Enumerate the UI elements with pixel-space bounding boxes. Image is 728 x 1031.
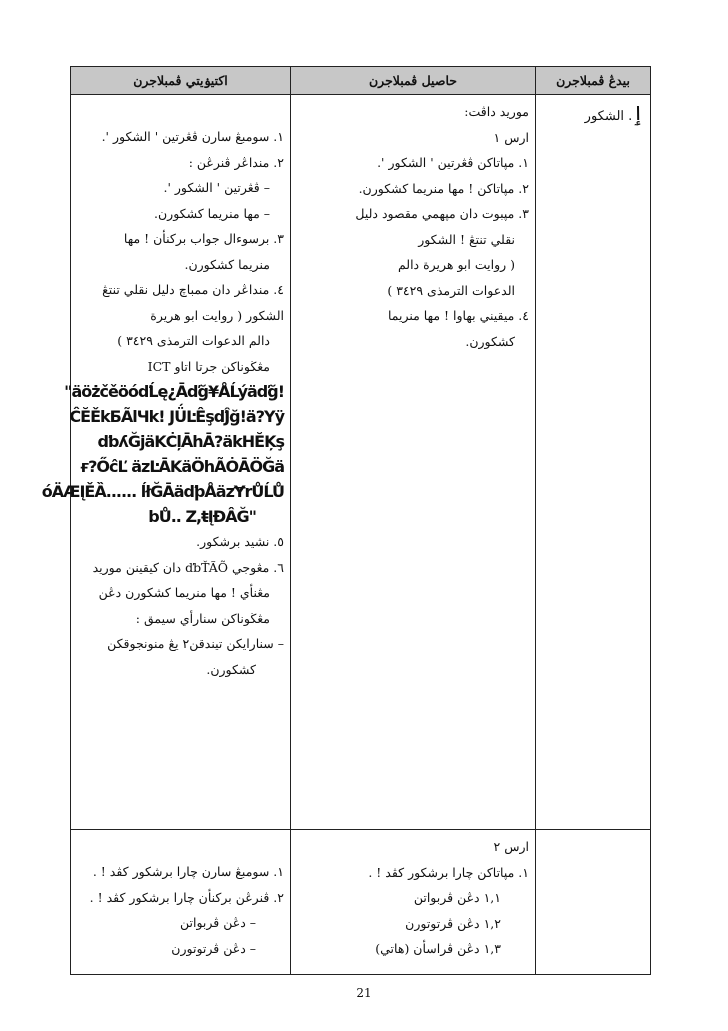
table-row <box>71 830 651 975</box>
outcome-item: ٤. ميقيني بهاوا ! مها منريما <box>387 308 529 323</box>
page-number: 21 <box>356 986 372 1000</box>
garbled-text-line: !äöżčěöóďĹę¿Āďğ¥ÅĹýäďğ" <box>64 382 284 401</box>
activity-item: ٤. منداڠر دان ممباچ دليل نقلي تنتڠ <box>102 282 284 297</box>
activity-item-cont: دالم الدعوات الترمذى ٣٤٢٩ ) <box>117 333 270 348</box>
activity-subitem: – دڠن ڤربواتن <box>179 915 256 930</box>
activity-cell <box>41 95 291 830</box>
outcome-cell <box>291 830 536 975</box>
header-topic: بيدڠ ڤمبلاجرن <box>536 67 651 95</box>
topic-cell-empty <box>536 830 651 975</box>
outcome-item: ٢. مڽاتاکن ! مها منريما کشکورن. <box>358 180 529 196</box>
activity-item: ١. سومبڠ سارن ڤڠرتين ' الشکور '. <box>101 129 284 144</box>
activity-item: ٣. برسوءال جواب برکنأن ! مها <box>123 231 284 246</box>
activity-subitem: – مها منريما کشکورن. <box>154 205 270 221</box>
garbled-text-line: óÄÆĮĚȀ...... ĺłĞĀäďþÅäzɎrŮĹŮ <box>41 482 284 501</box>
garbled-text-line: ďbʎĞjäKĊļĀhĀ?äkHĔĶş <box>97 432 284 451</box>
topic-marker: ٳ <box>632 101 644 125</box>
lesson-plan-table <box>41 66 651 975</box>
outcome-subitem: ١,٢ دڠن ڤرتوتورن <box>405 915 501 931</box>
activity-item: ٥. نشيد برشکور. <box>196 534 284 549</box>
outcome-subitem: ١,١ دڠن ڤربواتن <box>413 890 501 905</box>
outcome-item: ٣. مپبوت دان مپهمي مقصود دليل <box>355 206 529 221</box>
outcome-subitem: ١,٣ دڠن ڤراسأن (هاتي) <box>375 941 501 956</box>
garbled-text-line: ғ?ŐĉĽ äzĿĀKäÖhÃȮĀÖĞä <box>80 457 284 476</box>
activity-item-cont: الشکور ( روايت ابو هريرة <box>150 307 284 323</box>
header-learning-outcome: حاصيل ڤمبلاجرن <box>291 67 536 95</box>
activity-item: ٦. مڠوجي ďbŤÃÕ دان کيقينن موريد <box>92 559 284 575</box>
activity-subitem: – ڤڠرتين ' الشکور '. <box>163 180 270 195</box>
garbled-text-line: ĈĔĚkБÃlЧk! JǗĿÊşďĴğ!ä?Yÿ <box>69 407 284 426</box>
topic-label: . الشکور <box>584 109 633 124</box>
activity-item-cont: منريما کشکورن. <box>184 256 270 272</box>
table-header-row <box>71 67 651 95</box>
table-row <box>71 95 651 830</box>
activity-cell <box>71 830 291 975</box>
activity-item: ١. سومبڠ سارن چارا برشکور کڤد ! . <box>92 864 284 879</box>
activity-item-cont: کشکورن. <box>206 661 256 677</box>
outcome-level: ارس ٢ <box>493 839 529 854</box>
header-activities: اکتيۏيتي ڤمبلاجرن <box>71 67 291 95</box>
topic-cell <box>536 95 651 830</box>
activity-item-cont: مڠنأي ! مها منريما کشکورن دڠن <box>98 585 270 600</box>
outcome-level: ارس ١ <box>493 129 529 145</box>
garbled-text-line: "bŮ.. Z,ŧĮĐÂĞ <box>148 507 256 526</box>
outcome-item-cont: ( روايت ابو هريرة دالم <box>397 257 515 272</box>
outcome-cell <box>291 95 536 830</box>
outcome-item: ١. مڽاتاکن ڤڠرتين ' الشکور '. <box>377 155 529 170</box>
outcome-item-cont: الدعوات الترمذى ٣٤٢٩ ) <box>387 282 515 298</box>
outcome-item-cont: کشکورن. <box>465 333 515 349</box>
outcome-item-cont: نقلي تنتڠ ! الشکور <box>418 231 515 247</box>
activity-item-cont: مڠڬوناکن سنارأي سيمق : <box>135 610 270 626</box>
activity-item: ٢. منداڠر ڤنرڠن : <box>188 154 284 170</box>
activity-subitem: – سنارايکن تيندقن٢ يڠ منونجوقکن <box>107 636 284 651</box>
activity-subitem: – دڠن ڤرتوتورن <box>171 940 256 956</box>
outcome-intro: موريد داڤت: <box>464 104 529 119</box>
outcome-item: ١. مڽاتاکن چارا برشکور کڤد ! . <box>368 864 529 880</box>
activity-item-cont: مڠڬوناکن جرتا اتاو ICT <box>147 358 270 374</box>
activity-item: ٢. ڤنرڠن برکنأن چارا برشکور کڤد ! . <box>89 889 284 905</box>
